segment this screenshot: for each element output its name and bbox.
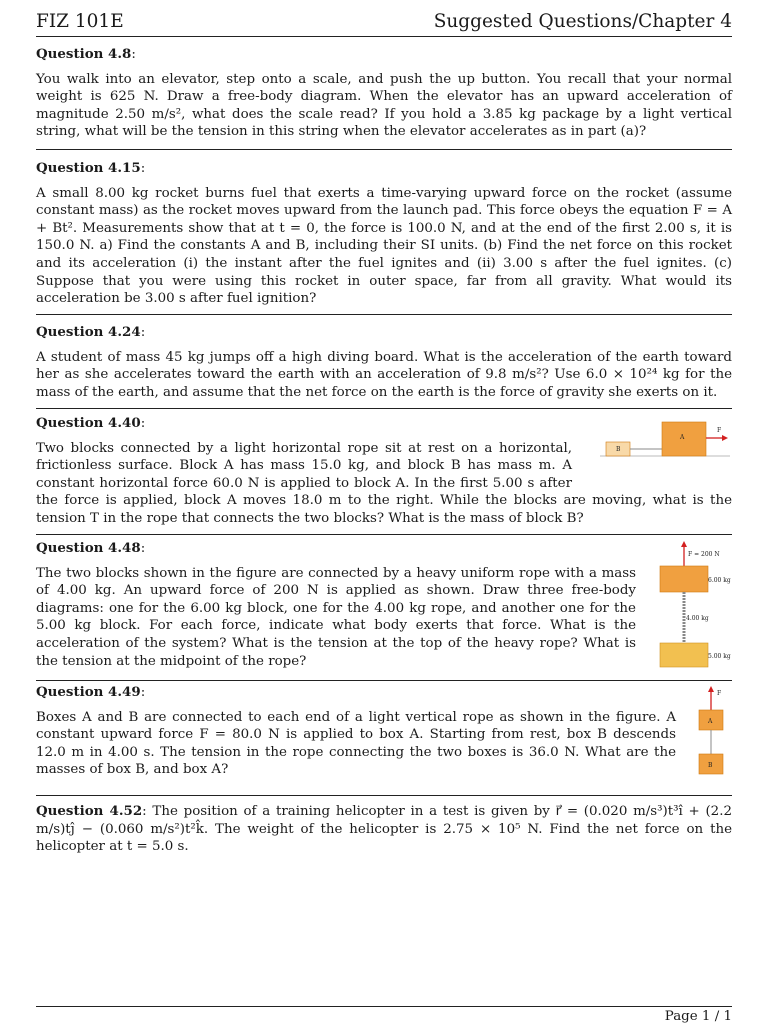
question-body: Boxes A and B are connected to each end of a light vertical rope as shown in the figure. A constant upward force F = 80.0 N is applied to box A. Starting from rest, box B descends 12.0 m in 4.00 s. The tension in the rope connecting the two boxes is 36.0 N. What are the masses of box B, and box A?: [36, 709, 676, 778]
question-4-8: Question 4.8: You walk into an elevator, step onto a scale, and push the up button. You recall that your normal weight is 625 N. Draw a free-body diagram. When the elevator has an upward acceleration of magnitude 2.50 m/s², what does the scale read? If you hold a 3.85 kg package by a light vertical string, what will be the tension in this string when the elevator accelerates as in part (a)?: [36, 46, 732, 140]
page-header: [36, 6, 732, 32]
question-4-24: Question 4.24: A student of mass 45 kg jumps off a high diving board. What is the acceleration of the earth toward her as she accelerates toward the earth with an acceleration of 9.8 m/s²? Use 6.0 × 10²⁴ kg for the mass of the earth, and assume that the net force on the earth is the force of gravity she exerts on it.: [36, 324, 732, 400]
header-rule: [36, 36, 732, 37]
divider: [36, 408, 732, 409]
footer-rule: [36, 1006, 732, 1007]
question-body: A student of mass 45 kg jumps off a high diving board. What is the acceleration of the earth toward her as she accelerates toward the earth with an acceleration of 9.8 m/s²? Use 6.0 × 10²⁴ kg for the mass of the earth, and assume that the net force on the earth is the force of gravity she exerts on it.: [36, 349, 732, 400]
question-4-40: Question 4.40: Two blocks connected by a light horizontal rope sit at rest on a horizontal, frictionless surface. Block A has mass 15.0 kg, and block B has mass m. A constant horizontal force 60.0 N is applied to block A. In the first 5.00 s after the force is applied, block A moves 18.0 m to the right. While the blocks are moving, what is the tension T in the rope that connects the two blocks? What is the mass of block B?: [36, 415, 732, 526]
question-title: Question 4.24: [36, 324, 141, 340]
question-title: Question 4.8: [36, 46, 132, 62]
section-title: Suggested Questions/Chapter 4: [433, 11, 732, 32]
force-label: F = 200 N: [688, 551, 720, 558]
force-arrowhead: [722, 435, 728, 441]
top-block-mass: 6.00 kg: [708, 577, 731, 584]
figure-two-blocks: [600, 418, 732, 458]
force-arrowhead: [708, 686, 714, 692]
rope-mass: 4.00 kg: [686, 615, 709, 622]
force-arrowhead: [681, 541, 687, 547]
question-body: The two blocks shown in the figure are connected by a heavy uniform rope with a mass of 4.00 kg. An upward force of 200 N is applied as shown. Draw three free-body diagrams: one for the 6.00 kg block, one for the 4.00 kg rope, and another one for the 5.00 kg block. For each force, indicate what body exerts that force. What is the acceleration of the system? What is the tension at the top of the heavy rope? What is the tension at the midpoint of the rope?: [36, 565, 636, 669]
question-title: Question 4.48: [36, 540, 141, 556]
question-body: The position of a training helicopter in a test is given by r⃗ = (0.020 m/s³)t³î + (2.2 m/s)tĵ − (0.060 m/s²)t²k̂. The weight of the helicopter is 2.75 × 10⁵ N. Find the net force on the helicopter at t = 5.0 s.: [36, 804, 732, 855]
question-4-52: Question 4.52: The position of a training helicopter in a test is given by r⃗ = (0.020 m/s³)t³î + (2.2 m/s)tĵ − (0.060 m/s²)t²k̂. The weight of the helicopter is 2.75 × 10⁵ N. Find the net force on the helicopter at t = 5.0 s.: [36, 803, 732, 855]
divider: [36, 314, 732, 315]
force-label: F: [717, 427, 722, 434]
box-b-label: B: [708, 762, 713, 769]
box-a-label: A: [708, 718, 713, 725]
figure-vertical-boxes: [694, 684, 732, 780]
figure-heavy-rope: [650, 540, 732, 676]
question-title: Question 4.52: [36, 803, 143, 819]
question-4-49: Question 4.49: Boxes A and B are connected to each end of a light vertical rope as shown in the figure. A constant upward force F = 80.0 N is applied to box A. Starting from rest, box B descends 12.0 m in 4.00 s. The tension in the rope connecting the two boxes is 36.0 N. What are the masses of box B, and box A?: [36, 684, 676, 778]
question-4-48: Question 4.48: The two blocks shown in the figure are connected by a heavy uniform rope with a mass of 4.00 kg. An upward force of 200 N is applied as shown. Draw three free-body diagrams: one for the 6.00 kg block, one for the 4.00 kg rope, and another one for the 5.00 kg block. For each force, indicate what body exerts that force. What is the acceleration of the system? What is the tension at the top of the heavy rope? What is the tension at the midpoint of the rope?: [36, 540, 636, 669]
divider: [36, 795, 732, 796]
question-body: A small 8.00 kg rocket burns fuel that exerts a time-varying upward force on the rocket (assume constant mass) as the rocket moves upward from the launch pad. This force obeys the equation F = A + Bt². Measurements show that at t = 0, the force is 100.0 N, and at the end of the first 2.00 s, it is 150.0 N. a) Find the constants A and B, including their SI units. (b) Find the net force on this rocket and its acceleration (i) the instant after the fuel ignites and (ii) 3.00 s after the fuel ignites. (c) Suppose that you were using this rocket in outer space, far from all gravity. What would its acceleration be 3.00 s after fuel ignition?: [36, 185, 732, 307]
block-b-label: B: [616, 446, 621, 453]
question-title: Question 4.15: [36, 160, 141, 176]
force-label: F: [717, 690, 722, 697]
question-4-15: Question 4.15: A small 8.00 kg rocket burns fuel that exerts a time-varying upward force on the rocket (assume constant mass) as the rocket moves upward from the launch pad. This force obeys the equation F = A + Bt². Measurements show that at t = 0, the force is 100.0 N, and at the end of the first 2.00 s, it is 150.0 N. a) Find the constants A and B, including their SI units. (b) Find the net force on this rocket and its acceleration (i) the instant after the fuel ignites and (ii) 3.00 s after the fuel ignites. (c) Suppose that you were using this rocket in outer space, far from all gravity. What would its acceleration be 3.00 s after fuel ignition?: [36, 160, 732, 307]
top-block: [660, 566, 708, 592]
question-body: You walk into an elevator, step onto a scale, and push the up button. You recall that your normal weight is 625 N. Draw a free-body diagram. When the elevator has an upward acceleration of magnitude 2.50 m/s², what does the scale read? If you hold a 3.85 kg package by a light vertical string, what will be the tension in this string when the elevator accelerates as in part (a)?: [36, 71, 732, 140]
bottom-block-mass: 5.00 kg: [708, 653, 731, 660]
divider: [36, 534, 732, 535]
page-number: Page 1 / 1: [664, 1009, 732, 1024]
divider: [36, 149, 732, 150]
divider: [36, 680, 732, 681]
bottom-block: [660, 643, 708, 667]
question-title: Question 4.49: [36, 684, 141, 700]
course-code: FIZ 101E: [36, 11, 124, 32]
question-text: Two blocks connected by a light horizontal rope sit at rest on a horizontal, frictionless surface. Block A has mass 15.0 kg, and block B has mass m. A constant horizontal force 60.0 N is applied to block A. In the first 5.00 s after the force is applied, block A moves 18.0 m to the right. While the blocks are moving, what is the tension T in the rope that connects the two blocks? What is the mass of block B?: [36, 440, 732, 526]
block-a-label: A: [680, 434, 685, 441]
question-title: Question 4.40: [36, 415, 141, 431]
